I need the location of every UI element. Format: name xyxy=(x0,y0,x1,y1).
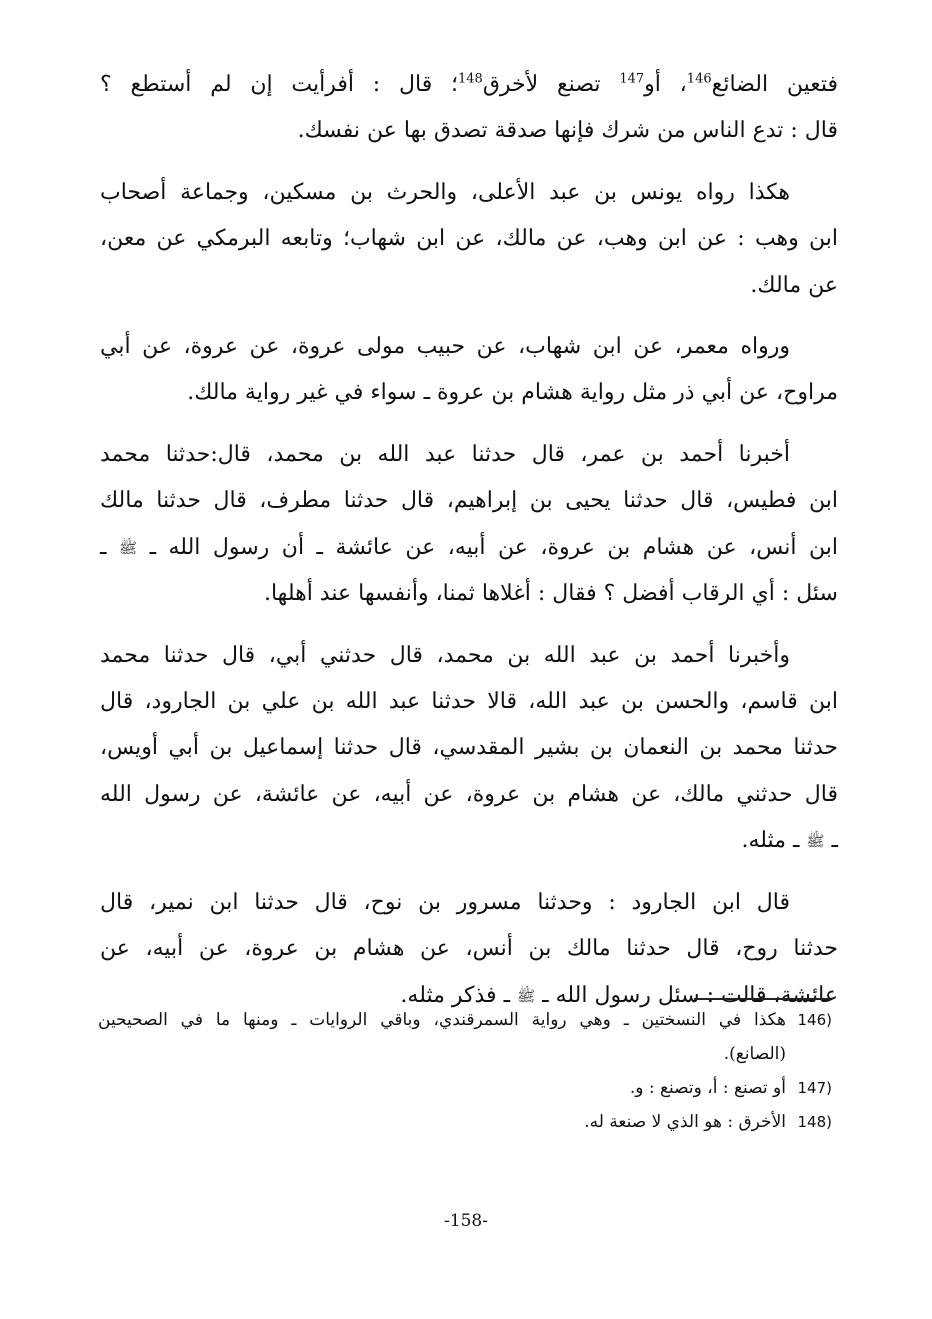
text-line: الأخرق : هو الذي لا صنعة له. xyxy=(584,1112,786,1132)
page-number: -158- xyxy=(444,1211,488,1231)
text-line: هكذا في النسختين ـ وهي رواية السمرقندي، وباقي الروايات ـ ومنها ما في الصحيحين xyxy=(98,1010,786,1030)
text-line: مراوح، عن أبي ذر مثل رواية هشام بن عروة ـ سواء في غير رواية مالك. xyxy=(187,380,838,406)
text-line: ابن وهب : عن ابن وهب، عن مالك، عن ابن شهاب؛ وتابعه البرمكي عن معن، xyxy=(100,226,838,252)
salutation-glyph: ﷺ xyxy=(517,986,536,1005)
text-segment: ـ مثله. xyxy=(741,828,807,854)
paragraph-3 xyxy=(100,324,838,417)
text-line: قال : تدع الناس من شرك فإنها صدقة تصدق بها عن نفسك. xyxy=(297,118,838,144)
footnote-number: 146) xyxy=(797,1011,832,1029)
footnote-number: 148) xyxy=(797,1113,832,1131)
footnote-text xyxy=(98,1105,794,1139)
footnote-147 xyxy=(98,1071,832,1105)
text-segment: تصنع لأخرق xyxy=(482,72,620,97)
text-line: قال حدثني مالك، عن هشام بن عروة، عن أبيه، عن عائشة، عن رسول الله xyxy=(100,781,838,807)
text-line: ابن قاسم، والحسن بن عبد الله، قالا حدثنا عبد الله بن علي بن الجارود، قال xyxy=(100,689,838,715)
text-line: أو تصنع : أ، وتصنع : و. xyxy=(629,1078,786,1098)
footnotes xyxy=(98,1003,832,1139)
text-segment: ـ xyxy=(100,534,107,560)
text-line: قال ابن الجارود : وحدثنا مسرور بن نوح، قال حدثنا ابن نمير، قال xyxy=(100,889,790,915)
footnote-number: 147) xyxy=(797,1079,832,1097)
text-segment: ابن أنس، عن هشام بن عروة، عن أبيه، عن عائشة ـ أن رسول الله ـ xyxy=(149,534,838,560)
text-line: ابن فطيس، قال حدثنا يحيى بن إبراهيم، قال حدثنا مطرف، قال حدثنا مالك xyxy=(100,488,838,514)
paragraph-4 xyxy=(100,432,838,618)
text-line: أخبرنا أحمد بن عمر، قال حدثنا عبد الله بن محمد، قال:حدثنا محمد xyxy=(100,441,790,467)
text-line: حدثنا محمد بن النعمان بن بشير المقدسي، قال حدثنا إسماعيل بن أبي أويس، xyxy=(100,735,838,761)
text-segment: ، أو xyxy=(644,72,687,97)
salutation-glyph: ﷺ xyxy=(118,538,138,557)
text-segment: ـ فذكر مثله. xyxy=(400,982,518,1008)
footnote-ref-147: 147 xyxy=(619,71,645,87)
paragraph-1 xyxy=(100,62,838,155)
footnote-146 xyxy=(98,1003,832,1071)
footnote-separator xyxy=(694,998,830,1000)
text-segment: عائشة، قالت : سئل رسول الله ـ xyxy=(542,982,838,1008)
text-line: هكذا رواه يونس بن عبد الأعلى، والحرث بن مسكين، وجماعة أصحاب xyxy=(100,179,790,205)
salutation-glyph: ﷺ xyxy=(806,832,825,851)
footnote-ref-146: 146 xyxy=(686,71,712,87)
text-line: عن مالك. xyxy=(750,272,838,298)
paragraph-2 xyxy=(100,170,838,309)
text-segment: ـ xyxy=(831,828,838,854)
text-line: (الصانع). xyxy=(723,1044,786,1064)
text-line xyxy=(100,525,838,572)
text-line: سئل : أي الرقاب أفضل ؟ فقال : أغلاها ثمنا، وأنفسها عند أهلها. xyxy=(263,581,838,607)
footnote-148 xyxy=(98,1105,832,1139)
text-line: حدثنا روح، قال حدثنا مالك بن أنس، عن هشام بن عروة، عن أبيه، عن xyxy=(100,936,838,962)
text-segment: فتعين الضائع xyxy=(711,72,839,97)
footnote-text xyxy=(98,1003,794,1071)
text-line: ورواه معمر، عن ابن شهاب، عن حبيب مولى عروة، عن عروة، عن أبي xyxy=(100,334,790,360)
paragraph-5 xyxy=(100,633,838,865)
text-segment: ؛ قال : أفرأيت إن لم أستطع ؟ xyxy=(100,72,458,97)
footnote-text xyxy=(98,1071,794,1105)
text-line xyxy=(100,818,838,865)
text-line xyxy=(100,62,838,108)
text-line: وأخبرنا أحمد بن عبد الله بن محمد، قال حدثني أبي، قال حدثنا محمد xyxy=(100,642,790,668)
footnote-ref-148: 148 xyxy=(458,71,483,87)
body-text xyxy=(100,62,838,1034)
